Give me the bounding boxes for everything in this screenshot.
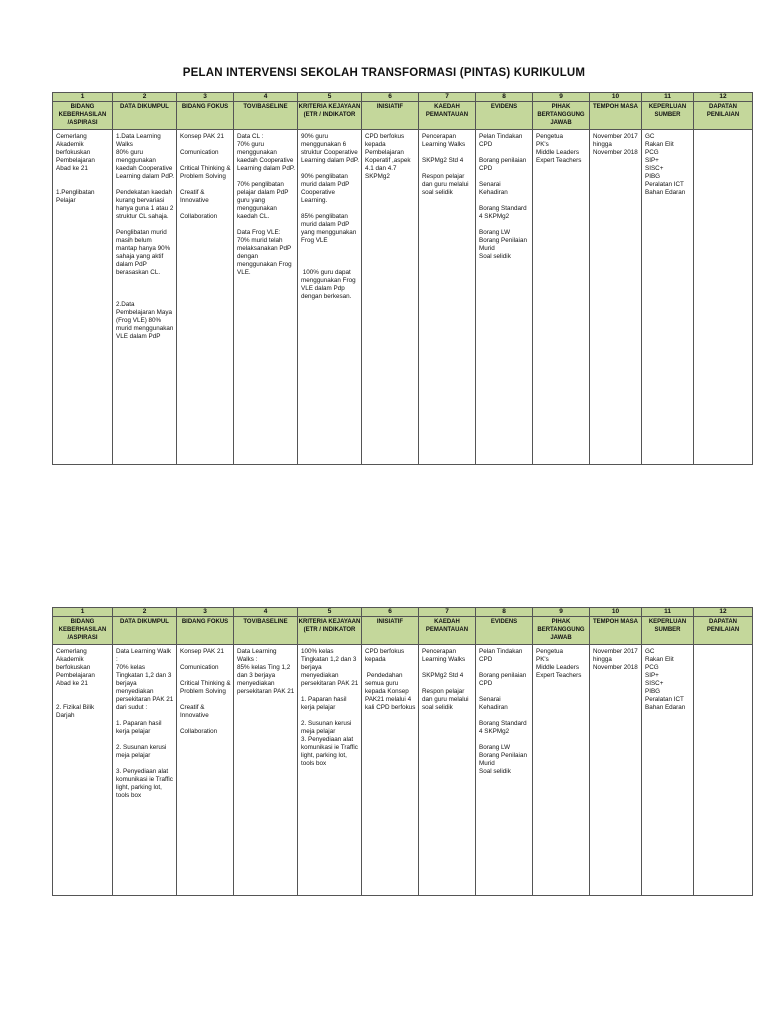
cell-text: GC Rakan Elit PCG SIP+ SISC+ PIBG Peralatan ICT Bahan Edaran [645,648,686,711]
table-cell [642,645,694,896]
column-header: BIDANG FOKUS [177,102,234,130]
table-cell [362,645,419,896]
page-title: PELAN INTERVENSI SEKOLAH TRANSFORMASI (PINTAS) KURIKULUM [182,67,586,79]
cell-text: Cemerlang Akademik berfokuskan Pembelajaran Abad ke 21 2. Fizikal Bilik Darjah [56,648,95,719]
cell-text: Pengetua PK's Middle Leaders Expert Teachers [536,648,582,679]
column-number: 8 [476,93,533,102]
table-row [53,130,753,465]
cell-text [694,130,752,133]
column-number: 11 [642,608,694,617]
column-number: 7 [419,93,476,102]
column-header-row [53,617,753,645]
column-number: 4 [234,93,298,102]
cell-text: November 2017 hingga November 2018 [593,133,640,156]
table-cell [113,130,177,465]
table-cell [533,645,590,896]
cell-text: CPD berfokus kepada Pembelajaran Koperatif ,aspek 4.1 dan 4.7 SKPMg2 [365,133,413,180]
table-cell [177,130,234,465]
column-header: DAPATAN PENILAIAN [694,102,753,130]
cell-text: Pencerapan Learning Walks SKPMg2 Std 4 Respon pelajar dan guru melalui soal selidik [422,648,469,711]
column-header: KAEDAH PEMANTAUAN [419,617,476,645]
cell-text: November 2017 hingga November 2018 [593,648,640,671]
column-number: 3 [177,608,234,617]
column-header: KRITERIA KEJAYAAN (ETR / INDIKATOR [298,617,362,645]
column-header: TOV/BASELINE [234,617,298,645]
table-cell [590,130,642,465]
column-header: INISIATIF [362,102,419,130]
cell-text: Cemerlang Akademik berfokuskan Pembelajaran Abad ke 21 1.Penglibatan Pelajar [56,133,95,204]
column-header: DATA DIKUMPUL [113,617,177,645]
column-number-row [53,93,753,102]
cell-text [694,645,752,648]
column-header: INISIATIF [362,617,419,645]
table-cell [53,645,113,896]
cell-text: GC Rakan Elit PCG SIP+ SISC+ PIBG Peralatan ICT Bahan Edaran [645,133,686,196]
column-number: 3 [177,93,234,102]
column-number: 9 [533,608,590,617]
column-number: 5 [298,608,362,617]
column-header: TEMPOH MASA [590,102,642,130]
cell-text: 100% kelas Tingkatan 1,2 dan 3 berjaya menyediakan persekitaran PAK 21 1. Paparan hasil kerja pelajar 2. Susunan kerusi meja pelajar 3. Penyediaan alat komunikasi ie Traffic light, parking lot, tools box [301,648,359,767]
table-cell [476,645,533,896]
cell-text: CPD berfokus kepada Pendedahan semua guru kepada Konsep PAK21 melalui 4 kali CPD berfokus [365,648,416,711]
column-header: KEPERLUAN SUMBER [642,617,694,645]
cell-text: Data CL : 70% guru menggunakan kaedah Cooperative Learning dalam PdP. 70% penglibatan pelajar dalam PdP guru yang menggunakan kaedah CL. Data Frog VLE: 70% murid telah melaksanakan PdP dengan menggunakan Frog VLE. [237,133,295,276]
column-number-row [53,608,753,617]
table-cell [694,130,753,465]
cell-text: 1.Data Learning Walks 80% guru menggunakan kaedah Cooperative Learning dalam PdP. Pendekatan kaedah kurang bervariasi hanya guna 1 atau 2 struktur CL sahaja. Penglibatan murid masih belum mantap hanya 90% sahaja yang aktif dalam PdP berasaskan CL. 2.Data Pembelajaran Maya (Frog VLE) 80% murid menggunakan VLE dalam PdP [116,133,174,340]
column-number: 5 [298,93,362,102]
table-cell [419,130,476,465]
table-cell [234,130,298,465]
column-header: BIDANG KEBERHASILAN /ASPIRASI [53,102,113,130]
table-cell [298,130,362,465]
column-header: EVIDENS [476,617,533,645]
table-row [53,645,753,896]
column-header: KRITERIA KEJAYAAN (ETR / INDIKATOR [298,102,362,130]
cell-text: Konsep PAK 21 Comunication Critical Thinking & Problem Solving Creatif & Innovative Collaboration [180,133,231,220]
column-header: KAEDAH PEMANTAUAN [419,102,476,130]
table-cell [590,645,642,896]
cell-text: Data Learning Walks : 85% kelas Ting 1,2 dan 3 berjaya menyediakan persekitaran PAK 21 [237,648,295,695]
column-number: 2 [113,608,177,617]
column-number: 7 [419,608,476,617]
plan-table-2 [52,607,753,896]
column-header: DATA DIKUMPUL [113,102,177,130]
cell-text: Pelan Tindakan CPD Borang penilaian CPD Senarai Kehadiran Borang Standard 4 SKPMg2 Borang LW Borang Penilaian Murid Soal selidik [479,133,527,260]
table-cell [419,645,476,896]
column-number: 12 [694,93,753,102]
column-header: TEMPOH MASA [590,617,642,645]
table-cell [533,130,590,465]
column-number: 8 [476,608,533,617]
table-cell [298,645,362,896]
column-number: 4 [234,608,298,617]
column-number: 12 [694,608,753,617]
column-number: 10 [590,608,642,617]
cell-text: Data Learning Walk : 70% kelas Tingkatan 1,2 dan 3 berjaya menyediakan persekitaran PAK 21 dari sudut : 1. Paparan hasil kerja pelajar 2. Susunan kerusi meja pelajar 3. Penyediaan alat komunikasi ie Traffic light, parking lot, tools box [116,648,174,799]
column-number: 1 [53,93,113,102]
table-cell [362,130,419,465]
column-header: BIDANG KEBERHASILAN /ASPIRASI [53,617,113,645]
column-header: PIHAK BERTANGGUNG JAWAB [533,102,590,130]
table-cell [642,130,694,465]
column-header: KEPERLUAN SUMBER [642,102,694,130]
column-number: 9 [533,93,590,102]
column-header: BIDANG FOKUS [177,617,234,645]
table-cell [234,645,298,896]
column-number: 6 [362,608,419,617]
table-cell [53,130,113,465]
table-cell [113,645,177,896]
table-cell [177,645,234,896]
column-number: 2 [113,93,177,102]
column-number: 6 [362,93,419,102]
column-number: 1 [53,608,113,617]
column-header: DAPATAN PENILAIAN [694,617,753,645]
plan-table-1 [52,92,753,465]
cell-text: Pencerapan Learning Walks SKPMg2 Std 4 Respon pelajar dan guru melalui soal selidik [422,133,469,196]
cell-text: 90% guru menggunakan 6 struktur Cooperative Learning dalam PdP. 90% penglibatan murid dalam PdP Cooperative Learning. 85% penglibatan murid dalam PdP yang menggunakan Frog VLE 100% guru dapat menggunakan Frog VLE dalam Pdp dengan berkesan. [301,133,359,300]
column-header-row [53,102,753,130]
cell-text: Konsep PAK 21 Comunication Critical Thinking & Problem Solving Creatif & Innovative Collaboration [180,648,231,735]
table-cell [476,130,533,465]
column-number: 11 [642,93,694,102]
cell-text: Pelan Tindakan CPD Borang penilaian CPD Senarai Kehadiran Borang Standard 4 SKPMg2 Borang LW Borang Penilaian Murid Soal selidik [479,648,527,775]
column-header: EVIDENS [476,102,533,130]
column-number: 10 [590,93,642,102]
table-cell [694,645,753,896]
cell-text: Pengetua PK's Middle Leaders Expert Teachers [536,133,582,164]
column-header: TOV/BASELINE [234,102,298,130]
column-header: PIHAK BERTANGGUNG JAWAB [533,617,590,645]
